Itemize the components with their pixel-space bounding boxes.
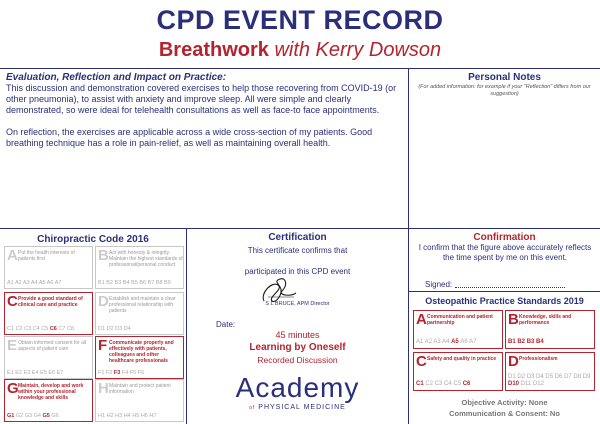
signed-label: Signed: (425, 280, 453, 289)
personal-notes-hint: (For added information: for example if your "Reflection" differs from our suggestion) (418, 84, 591, 97)
chiro-code-code: D2 (106, 326, 116, 332)
chiro-code-code: B7 (147, 280, 156, 286)
evaluation-paragraph: This discussion and demonstration covered exercises to help those recovering from COVID-19 (or other pneumonia), to assist with anxiety and improve sleep. All were simple and clearly demonstrated, so were ideal for telehealth consultations as well as face-to face appointments. (6, 83, 397, 115)
chiro-code-description: Communicate properly and effectively with patients, colleagues and other healthcare professionals (109, 340, 174, 364)
page-title: CPD EVENT RECORD (156, 5, 444, 35)
osteo-standard-code: C2 (425, 381, 435, 387)
chiro-code-codes (7, 280, 91, 286)
chiro-code-code: B9 (164, 280, 171, 286)
logo-physical-medicine: PHYSICAL MEDICINE (258, 404, 346, 411)
chiro-code-code: F6 (137, 370, 145, 376)
osteo-standard-code: B1 (508, 339, 518, 345)
chiro-code-box-h (95, 379, 184, 422)
osteo-standard-code: B2 (517, 339, 527, 345)
osteo-standard-code: D10 (508, 381, 521, 387)
chiro-code-box-d (95, 292, 184, 335)
osteo-standard-code: D3 (526, 374, 537, 380)
osteo-standard-codes (508, 339, 594, 346)
chiro-code-description: Provide a good standard of clinical care and practice (18, 296, 83, 308)
objective-activity: Objective Activity: None (461, 398, 548, 407)
osteo-standard-code: C3 (434, 381, 445, 387)
activity-format: Recorded Discussion (257, 355, 338, 365)
event-name: Breathwork (158, 39, 269, 61)
chiro-code-code: F5 (129, 370, 138, 376)
chiro-code-code: F4 (121, 370, 130, 376)
chiro-code-letter: E (7, 337, 18, 354)
chiro-code-code: C8 (66, 326, 74, 332)
event-presenter: with Kerry Dowson (274, 39, 442, 61)
chiro-code-box-a (4, 246, 93, 289)
chiro-code-code: D3 (115, 326, 124, 332)
chiro-code-code: A3 (22, 280, 31, 286)
chiro-code-code: C6 (49, 326, 59, 332)
evaluation-section (6, 72, 404, 149)
chiro-code-letter: B (98, 247, 109, 264)
chiro-code-code: G4 (33, 413, 43, 419)
osteo-standard-letter: C (416, 353, 427, 370)
osteo-standard-code: A1 (416, 339, 425, 345)
osteo-standard-codes (416, 339, 502, 346)
chiro-code-codes (98, 280, 182, 286)
chiro-code-code: G6 (51, 413, 59, 419)
chiro-code-code: E1 (7, 370, 16, 376)
chiro-code-code: H2 (106, 413, 116, 419)
osteo-standard-code: A7 (469, 339, 477, 345)
chiro-code-code: E7 (56, 370, 64, 376)
chiro-code-letter: A (7, 247, 18, 264)
osteo-standard-code: C1 (416, 381, 426, 387)
osteo-standard-codes (416, 381, 502, 388)
chiro-code-code: B3 (114, 280, 123, 286)
chiro-code-code: G5 (42, 413, 52, 419)
divider-horizontal (0, 228, 600, 229)
chiro-code-code: C4 (32, 326, 42, 332)
osteo-standard-description: Knowledge, skills and performance (519, 314, 572, 326)
chiro-code-code: A2 (14, 280, 23, 286)
chiro-code-code: A5 (38, 280, 47, 286)
chiro-code-codes (98, 326, 182, 332)
chiro-code-code: B4 (122, 280, 132, 286)
chiro-code-codes (7, 326, 91, 332)
osteo-standard-description: Communication and patient partnership (427, 314, 493, 326)
chiro-code-code: C1 (7, 326, 16, 332)
chiro-code-code: C5 (41, 326, 50, 332)
confirmation-title: Confirmation (473, 232, 536, 243)
chiro-code-box-e (4, 336, 93, 379)
osteo-standard-box-b (505, 310, 595, 349)
osteo-standard-code: B4 (536, 339, 544, 345)
osteo-standard-code: D6 (554, 374, 565, 380)
osteo-standard-code: C4 (444, 381, 454, 387)
chiro-code-letter: D (98, 293, 109, 310)
chiro-code-code: D4 (123, 326, 131, 332)
osteo-standard-code: D5 (545, 374, 555, 380)
certification-line: participated in this CPD event (244, 267, 351, 276)
chiro-code-code: A6 (46, 280, 55, 286)
chiro-code-code: C2 (15, 326, 25, 332)
director-name: S L BRUCE, APM Director (265, 301, 330, 307)
osteo-standard-code: D9 (582, 374, 591, 380)
osteo-standard-letter: D (508, 353, 519, 370)
activity-type: Learning by Oneself (249, 342, 346, 353)
personal-notes-title: Personal Notes (468, 72, 541, 83)
chiro-code-code: B2 (106, 280, 115, 286)
osteo-standard-description: Safety and quality in practice (427, 356, 497, 362)
osteo-standard-code: A3 (433, 339, 443, 345)
osteo-standard-code: A6 (460, 339, 470, 345)
chiro-code-description: Put the health interests of patients first (18, 250, 75, 262)
chiro-code-code: E5 (40, 370, 49, 376)
chiro-code-description: Maintain and protect patient information (109, 383, 171, 395)
chiro-code-code: F3 (113, 370, 122, 376)
chiro-code-code: E4 (31, 370, 41, 376)
chiropractic-code-title: Chiropractic Code 2016 (37, 234, 149, 245)
chiro-code-box-c (4, 292, 93, 335)
chiro-code-code: A7 (54, 280, 62, 286)
date-label: Date: (216, 320, 236, 329)
chiro-code-description: Maintain, develop and work within your professional knowledge and skills (18, 383, 84, 401)
chiro-code-code: G1 (7, 413, 16, 419)
osteo-standard-code: C5 (453, 381, 463, 387)
osteo-standard-code: D8 (573, 374, 583, 380)
osteo-standard-code: C6 (462, 381, 471, 387)
logo-of: of (249, 405, 256, 411)
osteo-standard-box-d (505, 352, 595, 391)
chiro-code-box-f (95, 336, 184, 379)
osteo-standard-codes (508, 374, 594, 388)
chiro-code-code: H7 (149, 413, 157, 419)
chiro-code-description: Act with honesty & integrity. Maintain the highest standards of professional/personal conduct (109, 250, 183, 268)
osteo-standard-code: D7 (564, 374, 574, 380)
chiro-code-code: E6 (48, 370, 57, 376)
chiro-code-code: E2 (15, 370, 24, 376)
chiro-code-letter: F (98, 337, 108, 354)
chiro-code-code: D1 (98, 326, 107, 332)
chiro-code-letter: H (98, 380, 109, 397)
chiro-code-code: B5 (131, 280, 140, 286)
osteo-standard-box-a (413, 310, 503, 349)
chiro-code-description: Establish and maintain a clear professional relationship with patients (109, 296, 176, 314)
osteo-standard-letter: A (416, 311, 427, 328)
chiro-code-box-g (4, 379, 93, 422)
evaluation-heading: Evaluation, Reflection and Impact on Practice: (6, 72, 227, 83)
chiro-code-letter: C (7, 293, 18, 310)
personal-notes-section (409, 72, 600, 98)
header (0, 0, 600, 68)
chiro-code-code: H6 (140, 413, 150, 419)
chiro-code-box-b (95, 246, 184, 289)
chiro-code-description: Obtain informed consent for all aspects of patient care (18, 340, 87, 352)
chiro-code-code: B1 (98, 280, 107, 286)
page-subtitle (0, 39, 600, 62)
chiro-code-code: H5 (132, 413, 141, 419)
chiro-code-codes (7, 370, 91, 376)
academy-logo-subtitle (187, 404, 408, 411)
chiro-code-code: C7 (58, 326, 67, 332)
osteo-standard-code: A2 (424, 339, 434, 345)
chiro-code-codes (98, 413, 182, 419)
chiro-code-codes (98, 370, 182, 376)
chiro-code-code: A4 (30, 280, 39, 286)
signature-line[interactable] (455, 287, 565, 288)
academy-logo: Academy (235, 372, 360, 403)
chiro-code-code: B8 (155, 280, 165, 286)
chiro-code-code: A1 (7, 280, 15, 286)
reflection-paragraph: On reflection, the exercises are applicable across a wide cross-section of my patients. Good breathing technique has a role in pain-relief, as well as maintaining overall health. (6, 127, 373, 148)
osteo-standard-box-c (413, 352, 503, 391)
chiro-code-code: G2 (15, 413, 25, 419)
chiro-code-code: F1 (98, 370, 106, 376)
osteo-standard-code: D1 (508, 374, 518, 380)
chiro-code-code: F2 (105, 370, 114, 376)
osteo-standard-code: D12 (532, 381, 544, 387)
chiro-code-code: H1 (98, 413, 107, 419)
osteo-standard-code: A4 (442, 339, 452, 345)
osteo-standard-code: D11 (520, 381, 533, 387)
duration: 45 minutes (275, 330, 320, 340)
chiro-code-codes (7, 413, 91, 419)
certification-section (187, 232, 408, 276)
chiro-code-code: G3 (24, 413, 34, 419)
chiro-code-code: H4 (123, 413, 133, 419)
osteo-standard-code: A5 (451, 339, 461, 345)
chiro-code-code: C3 (24, 326, 33, 332)
osteo-standard-description: Professionalism (519, 356, 558, 362)
certification-title: Certification (268, 232, 327, 243)
certification-line: This certificate confirms that (247, 246, 348, 255)
chiro-code-letter: G (7, 380, 19, 397)
chiro-code-code: E3 (23, 370, 32, 376)
chiro-code-code: H3 (115, 413, 124, 419)
communication-consent: Communication & Consent: No (449, 409, 560, 418)
osteo-standard-code: B3 (526, 339, 537, 345)
osteopathic-standards-title: Osteopathic Practice Standards 2019 (425, 296, 584, 306)
chiro-code-code: B6 (139, 280, 148, 286)
confirmation-text: I confirm that the figure above accurately reflects the time spent by me on this event. (418, 243, 592, 262)
osteo-standard-code: D2 (517, 374, 527, 380)
osteo-standard-letter: B (508, 311, 519, 328)
osteo-standard-code: D4 (536, 374, 546, 380)
